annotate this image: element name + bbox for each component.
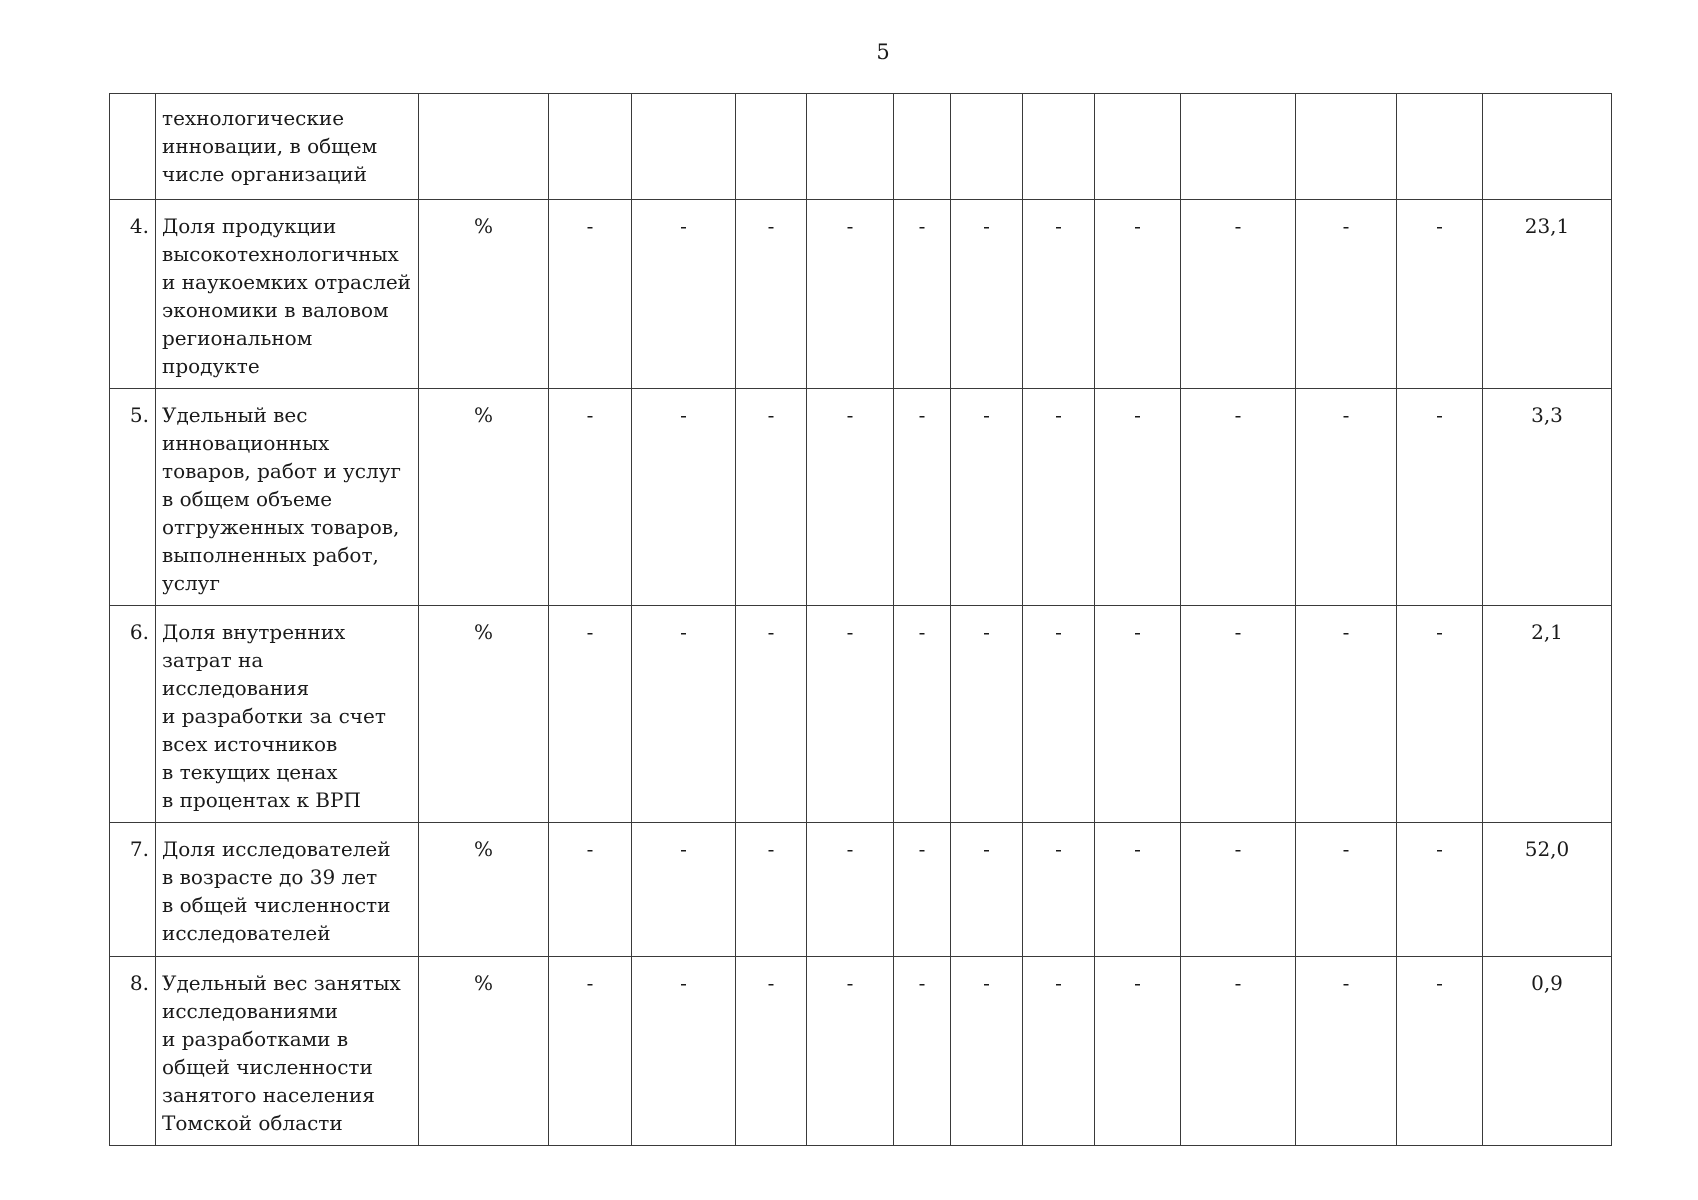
unit-cell: % <box>419 389 549 606</box>
indicator-name-line: региональном продукте <box>162 326 313 378</box>
value-cell: - <box>632 957 736 1146</box>
value-cell: - <box>736 957 807 1146</box>
indicator-name-line: числе организаций <box>162 162 367 186</box>
value-cell: - <box>1023 606 1095 823</box>
value-cell: - <box>1397 823 1483 957</box>
table-row <box>110 200 1612 389</box>
value-cell: - <box>894 389 951 606</box>
indicator-name-line: и наукоемких отраслей <box>162 270 412 294</box>
value-cell <box>894 94 951 200</box>
indicator-name-line: экономики в валовом <box>162 298 389 322</box>
value-cell <box>807 94 894 200</box>
value-cell: - <box>1181 200 1296 389</box>
value-cell: - <box>1397 606 1483 823</box>
row-number-cell: 7. <box>110 823 156 957</box>
value-cell: - <box>807 957 894 1146</box>
value-cell: - <box>1181 606 1296 823</box>
value-cell: - <box>894 200 951 389</box>
value-cell: - <box>1296 606 1397 823</box>
indicator-name-line: затрат на исследования <box>162 648 310 700</box>
value-cell <box>1181 94 1296 200</box>
value-cell: - <box>894 823 951 957</box>
value-cell: - <box>1023 200 1095 389</box>
indicator-name-line: и разработки за счет <box>162 704 386 728</box>
value-cell: - <box>736 823 807 957</box>
value-cell: - <box>1095 957 1181 1146</box>
unit-cell <box>419 94 549 200</box>
value-cell: - <box>632 606 736 823</box>
indicator-name-line: Удельный вес занятых <box>162 971 401 995</box>
indicator-name-cell <box>156 957 419 1146</box>
indicator-name-line: инновации, в общем <box>162 134 378 158</box>
indicator-name-line: исследователей <box>162 921 331 945</box>
value-cell <box>1023 94 1095 200</box>
final-value-cell: 2,1 <box>1483 606 1612 823</box>
value-cell: - <box>807 389 894 606</box>
indicator-name-line: Доля продукции <box>162 214 337 238</box>
value-cell: - <box>632 823 736 957</box>
indicator-name-line: Доля исследователей <box>162 837 391 861</box>
indicator-name-cell <box>156 389 419 606</box>
indicator-name-line: отгруженных товаров, <box>162 515 400 539</box>
indicator-name-line: и разработками в <box>162 1027 349 1051</box>
value-cell: - <box>951 389 1023 606</box>
value-cell: - <box>951 200 1023 389</box>
table-row <box>110 957 1612 1146</box>
row-number-cell: 4. <box>110 200 156 389</box>
indicator-name-line: всех источников <box>162 732 338 756</box>
indicator-name-line: в процентах к ВРП <box>162 788 361 812</box>
value-cell: - <box>894 957 951 1146</box>
row-number-cell: 5. <box>110 389 156 606</box>
value-cell: - <box>632 389 736 606</box>
page-number: 5 <box>876 40 890 64</box>
unit-cell: % <box>419 200 549 389</box>
indicator-name-line: в возрасте до 39 лет <box>162 865 378 889</box>
indicator-name-line: товаров, работ и услуг <box>162 459 401 483</box>
row-number-cell <box>110 94 156 200</box>
indicator-name-cell <box>156 200 419 389</box>
indicator-name-line: Доля внутренних <box>162 620 346 644</box>
indicators-table <box>109 93 1612 1146</box>
indicator-name-line: технологические <box>162 106 345 130</box>
value-cell: - <box>951 823 1023 957</box>
unit-cell: % <box>419 606 549 823</box>
unit-cell: % <box>419 823 549 957</box>
value-cell: - <box>1095 823 1181 957</box>
value-cell: - <box>807 200 894 389</box>
value-cell: - <box>736 606 807 823</box>
final-value-cell: 0,9 <box>1483 957 1612 1146</box>
row-number-cell: 6. <box>110 606 156 823</box>
final-value-cell: 52,0 <box>1483 823 1612 957</box>
value-cell <box>1095 94 1181 200</box>
indicator-name-line: в общей численности <box>162 893 391 917</box>
value-cell: - <box>1023 823 1095 957</box>
indicator-name-cell <box>156 823 419 957</box>
value-cell <box>736 94 807 200</box>
indicator-name-line: в текущих ценах <box>162 760 338 784</box>
value-cell: - <box>1023 957 1095 1146</box>
value-cell: - <box>549 200 632 389</box>
value-cell: - <box>807 823 894 957</box>
indicator-name-line: выполненных работ, <box>162 543 379 567</box>
value-cell <box>1397 94 1483 200</box>
table-row <box>110 606 1612 823</box>
value-cell: - <box>549 606 632 823</box>
unit-cell: % <box>419 957 549 1146</box>
indicator-name-cell <box>156 606 419 823</box>
value-cell: - <box>1181 957 1296 1146</box>
value-cell: - <box>549 957 632 1146</box>
value-cell: - <box>1296 389 1397 606</box>
indicator-name-line: Томской области <box>162 1111 343 1135</box>
value-cell: - <box>1397 957 1483 1146</box>
value-cell: - <box>807 606 894 823</box>
indicator-name-line: высокотехнологичных <box>162 242 399 266</box>
value-cell: - <box>632 200 736 389</box>
value-cell <box>549 94 632 200</box>
value-cell: - <box>1397 389 1483 606</box>
value-cell: - <box>1181 389 1296 606</box>
table-row <box>110 389 1612 606</box>
indicator-name-line: общей численности <box>162 1055 373 1079</box>
final-value-cell <box>1483 94 1612 200</box>
final-value-cell: 3,3 <box>1483 389 1612 606</box>
indicator-name-line: инновационных <box>162 431 330 455</box>
value-cell: - <box>1296 200 1397 389</box>
value-cell: - <box>1296 823 1397 957</box>
value-cell: - <box>1095 606 1181 823</box>
value-cell <box>632 94 736 200</box>
value-cell <box>1296 94 1397 200</box>
value-cell <box>951 94 1023 200</box>
indicator-name-line: занятого населения <box>162 1083 375 1107</box>
indicator-name-line: Удельный вес <box>162 403 308 427</box>
value-cell: - <box>549 389 632 606</box>
value-cell: - <box>951 957 1023 1146</box>
value-cell: - <box>1397 200 1483 389</box>
value-cell: - <box>1023 389 1095 606</box>
value-cell: - <box>894 606 951 823</box>
value-cell: - <box>1181 823 1296 957</box>
table-row-continuation <box>110 94 1612 200</box>
value-cell: - <box>1095 389 1181 606</box>
value-cell: - <box>549 823 632 957</box>
indicator-name-line: исследованиями <box>162 999 338 1023</box>
table-row <box>110 823 1612 957</box>
value-cell: - <box>951 606 1023 823</box>
value-cell: - <box>1296 957 1397 1146</box>
row-number-cell: 8. <box>110 957 156 1146</box>
value-cell: - <box>736 389 807 606</box>
indicator-name-cell <box>156 94 419 200</box>
value-cell: - <box>736 200 807 389</box>
final-value-cell: 23,1 <box>1483 200 1612 389</box>
indicator-name-line: услуг <box>162 571 220 595</box>
value-cell: - <box>1095 200 1181 389</box>
indicator-name-line: в общем объеме <box>162 487 333 511</box>
